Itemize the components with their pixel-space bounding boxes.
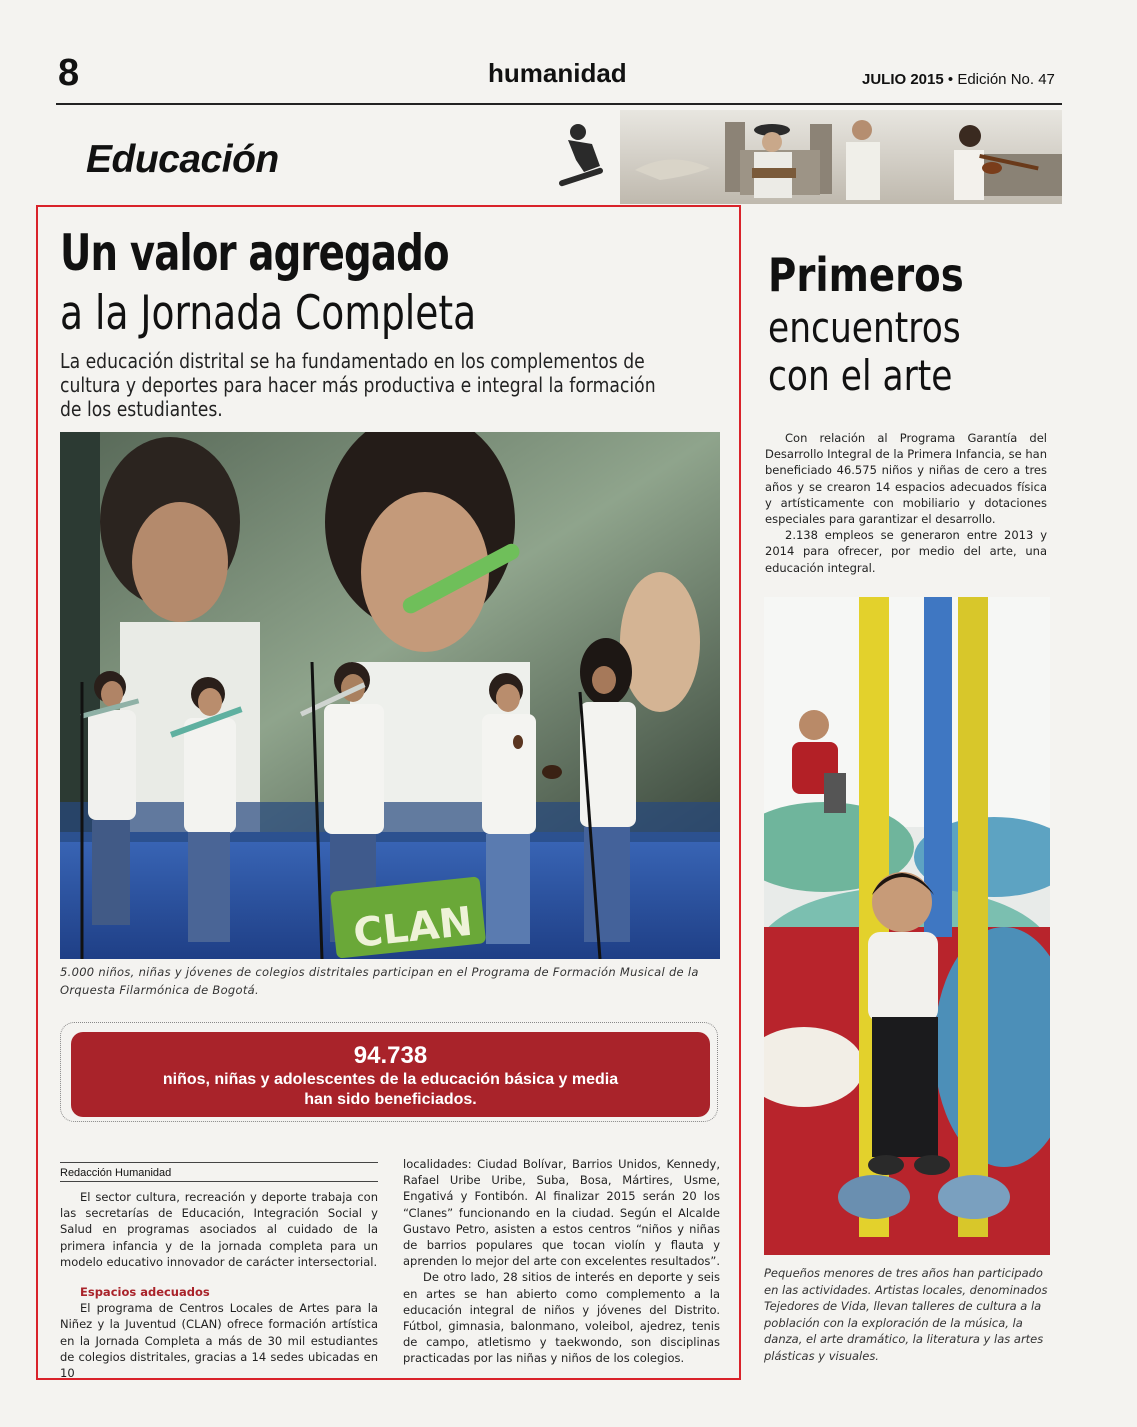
issue-date: JULIO 2015 [862, 71, 944, 88]
byline-rule-top [60, 1162, 378, 1163]
banner-collage [540, 110, 1062, 204]
main-article-subtitle: a la Jornada Completa [60, 286, 477, 341]
byline-rule-bottom [60, 1181, 378, 1182]
edition-number: Edición No. 47 [957, 71, 1055, 88]
side-article-title: Primeros [768, 248, 964, 302]
stat-text: niños, niñas y adolescentes de la educación básica y media han sido beneficiados. [162, 1071, 619, 1108]
main-article-title: Un valor agregado [60, 224, 449, 282]
page-number: 8 [58, 52, 80, 94]
header-rule [56, 103, 1062, 105]
stat-number: 94.738 [353, 1042, 428, 1069]
body-column-1 [60, 1189, 378, 1381]
section-name: humanidad [488, 58, 627, 88]
stat-callout [71, 1032, 710, 1117]
separator-dot: • [947, 71, 954, 88]
body-paragraph: El sector cultura, recreación y deporte trabaja con las secretarías de Educación, Integración Social y Salud en programas asociados al cuidado de la primera infancia y de la jornada completa para un modelo educativo innovador de carácter intersectorial. [60, 1190, 378, 1269]
main-article-lead: La educación distrital se ha fundamentado en los complementos de cultura y deportes para hacer más productiva e integral la formación de los estudiantes. [60, 349, 656, 421]
edition-info [862, 71, 1055, 88]
main-photo-caption: 5.000 niños, niñas y jóvenes de colegios distritales participan en el Programa de Formación Musical de la Orquesta Filarmónica de Bogotá. [60, 965, 699, 997]
clan-sign: CLAN [351, 898, 475, 957]
side-paragraph: 2.138 empleos se generaron entre 2013 y 2014 para ofrecer, por medio del arte, una educación integral. [765, 528, 1047, 575]
body-column-2 [403, 1156, 720, 1367]
category-label: Educación [86, 138, 279, 181]
toddler-photo [764, 597, 1050, 1255]
body-paragraph: El programa de Centros Locales de Artes para la Niñez y la Juventud (CLAN) ofrece formación artística en la Jornada Completa a más de 30 mil estudiantes de colegios distritales, gracias a 14 sedes ubicadas en 10 [60, 1301, 378, 1381]
side-paragraph: Con relación al Programa Garantía del Desarrollo Integral de la Primera Infancia, se han beneficiado 46.575 niños y niñas de cero a tres años y se crearon 14 espacios adecuados física y artísticamente con mobiliario y dotaciones especiales para garantizar el desarrollo. [765, 431, 1047, 527]
section-subheading: Espacios adecuados [80, 1285, 210, 1300]
body-paragraph: localidades: Ciudad Bolívar, Barrios Unidos, Kennedy, Rafael Uribe Uribe, Suba, Bosa, Mártires, Usme, Engativá y Fontibón. Al finalizar 2015 serán 20 los “Clanes” funcionando en la ciudad. Según el Alcalde Gustavo Petro, asisten a estos centros “niños y niñas de barrios populares que tocan violín y flauta y aprenden lo mejor del arte con excelentes resultados”. [403, 1157, 721, 1269]
byline: Redacción Humanidad [60, 1167, 172, 1179]
side-article-body [765, 430, 1047, 576]
orchestra-photo [60, 432, 720, 959]
side-article-subtitle: encuentros con el arte [768, 303, 961, 400]
body-paragraph: De otro lado, 28 sitios de interés en deporte y seis en artes se han abierto como complemento a la educación integral de niños y jóvenes del Distrito. Fútbol, gimnasia, balonmano, voleibol, ajedrez, tenis de campo, atletismo y taekwondo, son disciplinas practicadas por las niñas y niños de los colegios. [403, 1270, 720, 1366]
side-photo-caption: Pequeños menores de tres años han participado en las actividades. Artistas locales, denominados Tejedores de Vida, llevan talleres de cultura a la población con la exploración de la música, la danza, el arte dramático, la literatura y las artes plásticas y visuales. [764, 1266, 1048, 1363]
